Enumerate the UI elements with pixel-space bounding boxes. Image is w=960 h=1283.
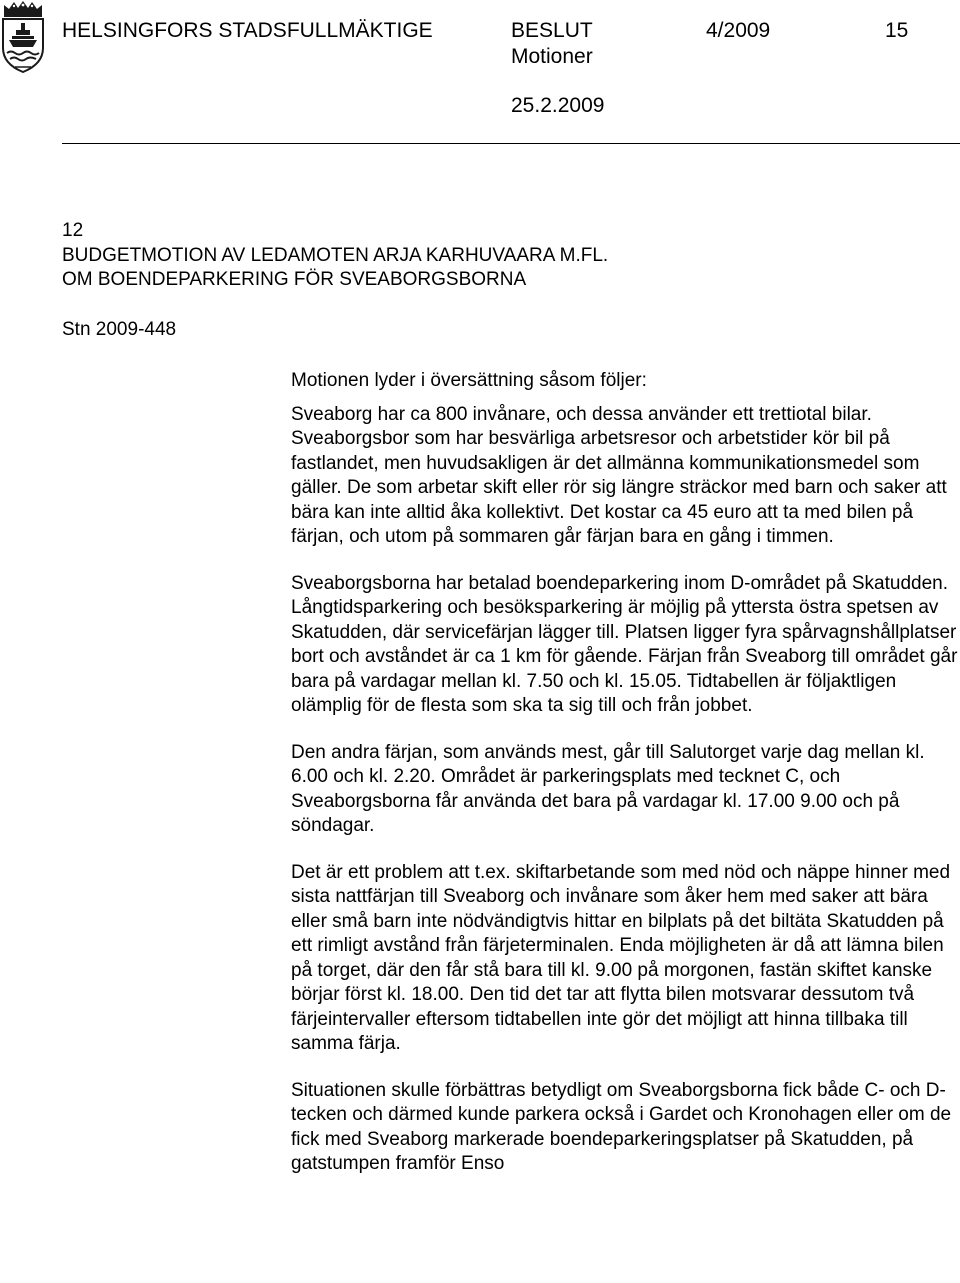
body-paragraph-2: Sveaborg har ca 800 invånare, och dessa använder ett trettiotal bilar. Sveaborgsbor som har besvärliga arbetsresor och arbetstider kör bil på fastlandet, men huvudsakligen är det allmänna kommunikationsmedel som gäller. De som arbetar skift eller rör sig längre sträckor med barn och saker att bära kan inte alltid åka kollektivt. Det kostar ca 45 euro att ta med bilen på färjan, och utom på sommaren går färjan bara en gång i timmen. xyxy=(291,403,947,547)
motion-body xyxy=(291,369,960,1199)
header-doc-type: BESLUT xyxy=(511,19,593,42)
body-paragraph-1: Motionen lyder i översättning såsom följer: xyxy=(291,370,647,391)
item-reference: Stn 2009-448 xyxy=(62,319,177,340)
header-divider xyxy=(62,143,960,144)
body-paragraph-5: Det är ett problem att t.ex. skiftarbetande som med nöd och näppe hinner med sista nattfärjan till Sveaborg och invånare som åker hem med saker att bära eller små barn inte nödvändigtvis hittar en bilplats på det biltäta Skatudden på ett rimligt avstånd från färjeterminalen. Enda möjligheten är då att lämna bilen på torget, där den får stå bara till kl. 9.00 på morgonen, fastän skiftet kanske börjar först kl. 18.00. Den tid det tar att flytta bilen motsvarar dessutom två färjeintervaller eftersom tidtabellen inte gör det möjligt att hinna tillbaka till samma färja. xyxy=(291,861,951,1054)
coat-of-arms-logo xyxy=(0,0,46,74)
header-page-number: 15 xyxy=(885,19,909,42)
body-paragraph-4: Den andra färjan, som används mest, går till Salutorget varje dag mellan kl. 6.00 och kl. 2.20. Området är parkeringsplats med tecknet C, och Sveaborgsborna får använda det bara på vardagar kl. 17.00 9.00 och på söndagar. xyxy=(291,741,925,836)
header-organization: HELSINGFORS STADSFULLMÄKTIGE xyxy=(62,19,433,42)
body-paragraph-3: Sveaborgsborna har betalad boendeparkering inom D-området på Skatudden. Långtidsparkering och besöksparkering är möjlig på yttersta östra spetsen av Skatudden, där servicefärjan lägger till. Platsen ligger fyra spårvagnshållplatser bort och avståndet är ca 1 km för gående. Färjan från Sveaborg till området går bara på vardagar mellan kl. 7.50 och kl. 15.05. Tidtabellen är följaktligen olämplig för de flesta som ska ta sig till och från jobbet. xyxy=(291,572,958,716)
header-number: 4/2009 xyxy=(706,19,771,42)
body-paragraph-6: Situationen skulle förbättras betydligt om Sveaborgsborna fick både C- och D-tecken och därmed kunde parkera också i Gardet och Kronohagen eller om de fick med Sveaborg markerade boendeparkeringsplatser på Skatudden, på gatstumpen framför Enso xyxy=(291,1079,952,1174)
item-title-line-1: BUDGETMOTION AV LEDAMOTEN ARJA KARHUVAARA M.FL. xyxy=(62,245,609,266)
header-section: Motioner xyxy=(511,45,593,68)
item-number: 12 xyxy=(62,220,84,241)
item-title xyxy=(62,244,608,292)
item-title-line-2: OM BOENDEPARKERING FÖR SVEABORGSBORNA xyxy=(62,269,527,290)
header-date: 25.2.2009 xyxy=(511,94,605,117)
